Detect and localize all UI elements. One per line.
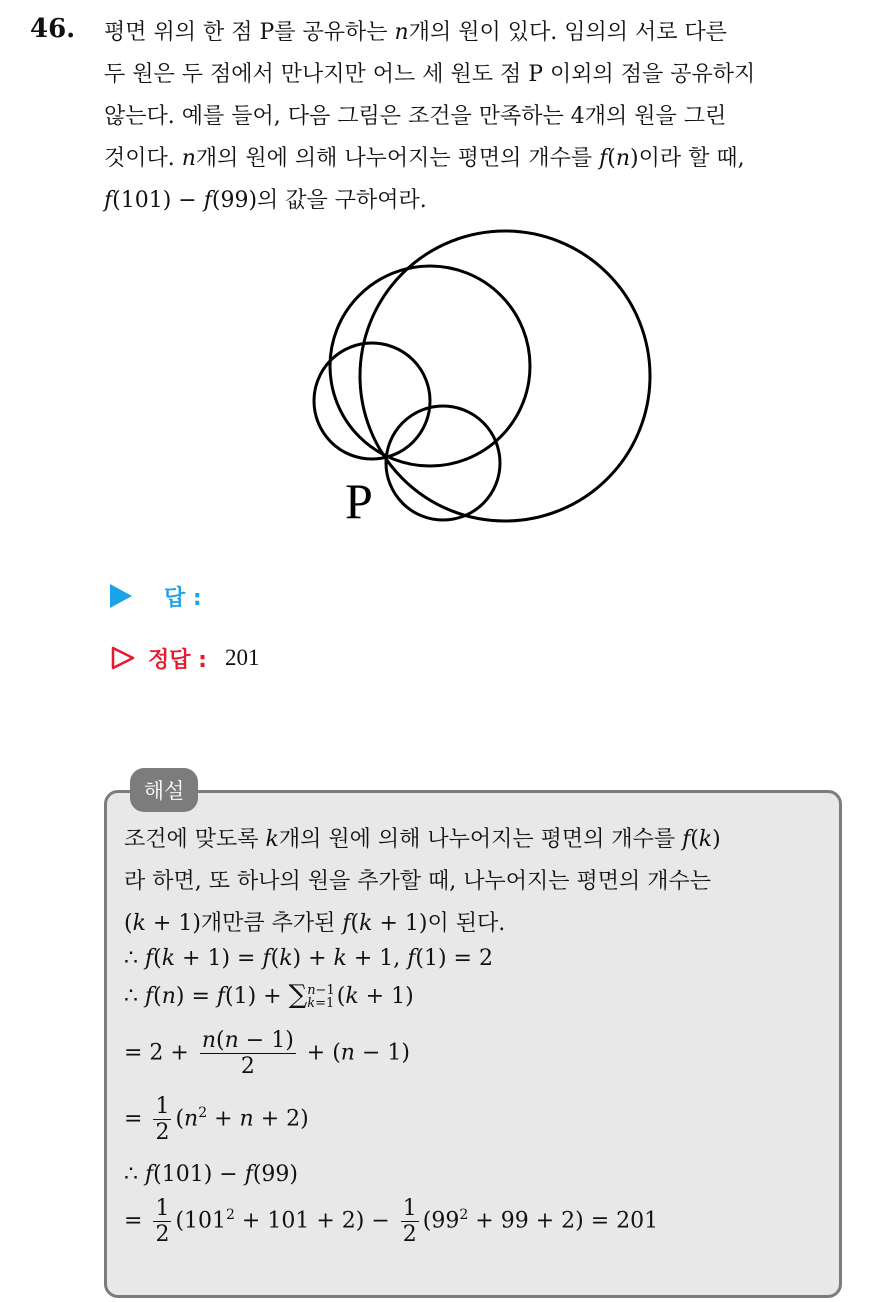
- question-line-4: 것이다. 𝑛개의 원에 의해 나누어지는 평면의 개수를 𝑓(𝑛)이라 할 때,: [104, 146, 745, 171]
- answer-row: [110, 580, 202, 612]
- line9-part-e: + 99 + 2) = 201: [468, 1208, 659, 1234]
- fraction-numerator: 1: [155, 1196, 170, 1221]
- fraction-denominator: 2: [402, 1222, 417, 1247]
- solution-line-3: (𝑘 + 1)개만큼 추가된 𝑓(𝑘 + 1)이 된다.: [124, 911, 506, 936]
- play-triangle-icon: [110, 584, 132, 608]
- line7-exponent: 2: [198, 1105, 208, 1122]
- solution-line-1: 조건에 맞도록 𝑘개의 원에 의해 나누어지는 평면의 개수를 𝑓(𝑘): [124, 827, 721, 852]
- sum-symbol: ∑: [288, 980, 308, 1010]
- fraction-one-half-b: [401, 1196, 419, 1247]
- fraction-one-half: [153, 1094, 171, 1145]
- fraction-numerator: 𝑛(𝑛 − 1): [201, 1028, 294, 1053]
- solution-line-8: ∴ 𝑓(101) − 𝑓(99): [124, 1162, 299, 1187]
- sum-upper: 𝑛−1: [307, 983, 335, 998]
- line6-tail: + (𝑛 − 1): [306, 1040, 410, 1066]
- circle-large: [360, 231, 650, 521]
- question-line-3: 않는다. 예를 들어, 다음 그림은 조건을 만족하는 4개의 원을 그린: [104, 104, 727, 129]
- line9-part-b: (101: [175, 1208, 227, 1234]
- fraction-n-n-minus-1-over-2: [200, 1028, 296, 1079]
- correct-answer-row: [110, 642, 259, 674]
- fraction-denominator: 2: [200, 1053, 296, 1079]
- line7-body: (𝑛: [175, 1106, 199, 1132]
- outline-triangle-icon: [110, 645, 136, 671]
- solution-line-7: [124, 1094, 309, 1145]
- question-line-1: 평면 위의 한 점 P를 공유하는 𝑛개의 원이 있다. 임의의 서로 다른: [104, 20, 727, 45]
- line6-lead: = 2 +: [124, 1040, 189, 1066]
- line9-exponent-2: 2: [459, 1207, 469, 1224]
- line9-exponent-1: 2: [226, 1207, 235, 1224]
- solution-line-6: [124, 1028, 410, 1079]
- fraction-denominator: 2: [155, 1120, 170, 1145]
- line7-lead: =: [124, 1106, 143, 1132]
- fraction-numerator: 1: [155, 1094, 170, 1119]
- correct-answer-label: 정답 :: [148, 647, 207, 673]
- question-number: 46.: [30, 14, 76, 44]
- fraction-one-half-a: [153, 1196, 171, 1247]
- sum-lower: 𝑘=1: [307, 996, 335, 1011]
- sum-term: (𝑘 + 1): [336, 984, 414, 1009]
- question-line-2: 두 원은 두 점에서 만나지만 어느 세 원도 점 P 이외의 점을 공유하지: [104, 62, 756, 87]
- fraction-denominator: 2: [155, 1222, 170, 1247]
- circles-diagram: [300, 226, 660, 536]
- fraction-numerator: 1: [402, 1196, 417, 1221]
- solution-line-9: [124, 1196, 658, 1247]
- line9-lead: =: [124, 1208, 143, 1234]
- line7-tail: + 𝑛 + 2): [207, 1106, 309, 1132]
- solution-line-4: ∴ 𝑓(𝑘 + 1) = 𝑓(𝑘) + 𝑘 + 1, 𝑓(1) = 2: [124, 946, 493, 971]
- answer-label: 답 :: [164, 585, 202, 611]
- solution-line-2: 라 하면, 또 하나의 원을 추가할 때, 나누어지는 평면의 개수는: [124, 869, 711, 894]
- question-line-5: 𝑓(101) − 𝑓(99)의 값을 구하여라.: [104, 188, 427, 213]
- question-text: [104, 12, 864, 222]
- sum-limits: [307, 984, 335, 1010]
- correct-answer-value: 201: [224, 645, 260, 670]
- solution-line-5: [124, 980, 414, 1010]
- line9-part-d: (99: [422, 1208, 460, 1234]
- circles-figure: [300, 226, 660, 540]
- line9-part-c: + 101 + 2) −: [234, 1208, 390, 1234]
- point-p-label: P: [345, 473, 373, 529]
- solution-tag: 해설: [130, 768, 198, 812]
- sum-lead: ∴ 𝑓(𝑛) = 𝑓(1) +: [124, 984, 282, 1009]
- circle-small-left: [314, 343, 430, 459]
